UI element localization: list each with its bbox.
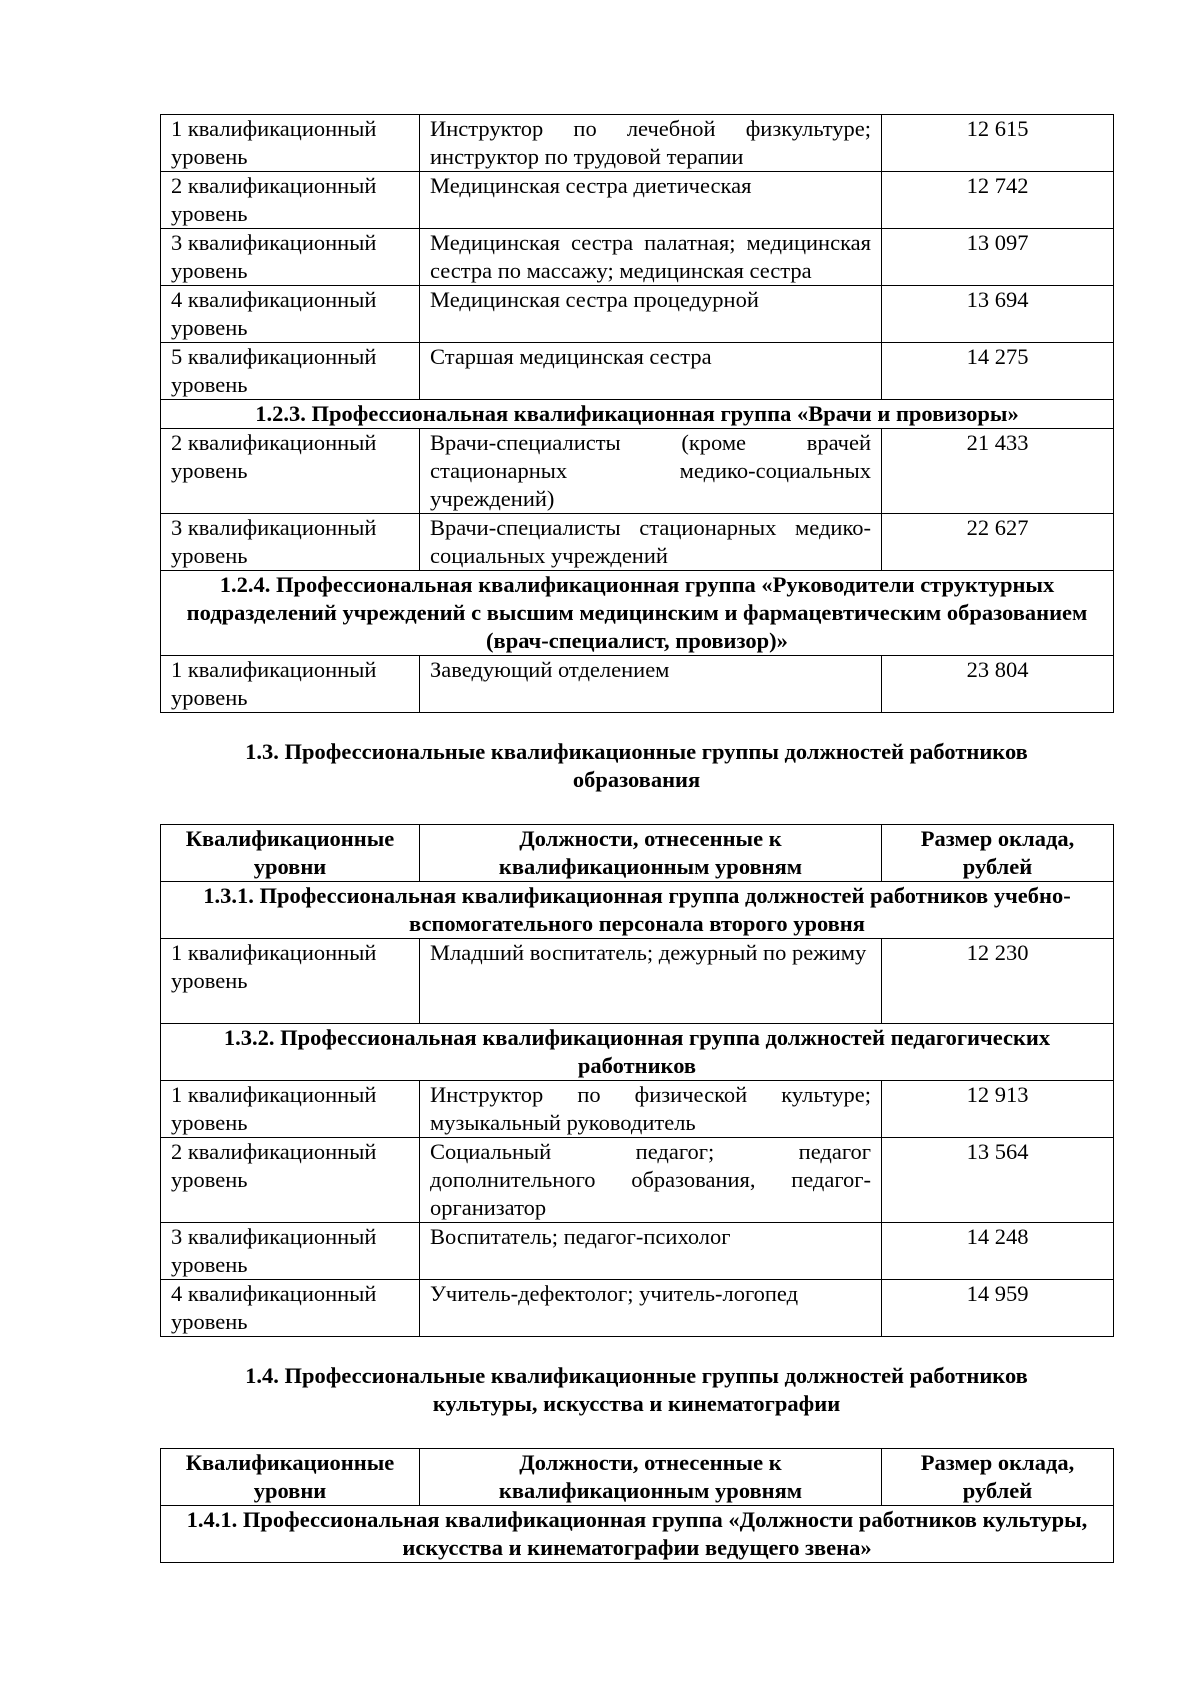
- column-header: Должности, отнесенные к квалификационным уровням: [420, 825, 882, 882]
- group-heading-row: [161, 882, 1114, 939]
- level-cell: 2 квалификационный уровень: [161, 1138, 420, 1223]
- column-header: Размер оклада, рублей: [882, 825, 1114, 882]
- positions-cell: Инструктор по физической культуре; музыкальный руководитель: [420, 1081, 882, 1138]
- column-header: Квалификационные уровни: [161, 1449, 420, 1506]
- salary-cell: 13 564: [882, 1138, 1114, 1223]
- positions-cell: Старшая медицинская сестра: [420, 343, 882, 400]
- table-row: [161, 656, 1114, 713]
- positions-cell: Медицинская сестра процедурной: [420, 286, 882, 343]
- salary-cell: 22 627: [882, 514, 1114, 571]
- positions-cell: Врачи-специалисты стационарных медико-социальных учреждений: [420, 514, 882, 571]
- level-cell: 1 квалификационный уровень: [161, 656, 420, 713]
- table-row: [161, 429, 1114, 514]
- positions-cell: Заведующий отделением: [420, 656, 882, 713]
- salary-cell: 12 230: [882, 939, 1114, 1024]
- table-row: [161, 939, 1114, 1024]
- group-heading-row: [161, 400, 1114, 429]
- column-header: Должности, отнесенные к квалификационным уровням: [420, 1449, 882, 1506]
- table-row: [161, 286, 1114, 343]
- column-header: Квалификационные уровни: [161, 825, 420, 882]
- section-title: 1.4. Профессиональные квалификационные группы должностей работников культуры, искусства и кинематографии: [245, 1363, 1028, 1416]
- table-header-row: [161, 825, 1114, 882]
- table-row: [161, 514, 1114, 571]
- document-page: [160, 114, 1113, 1563]
- positions-cell: Медицинская сестра палатная; медицинская сестра по массажу; медицинская сестра: [420, 229, 882, 286]
- salary-cell: 23 804: [882, 656, 1114, 713]
- level-cell: 3 квалификационный уровень: [161, 1223, 420, 1280]
- level-cell: 4 квалификационный уровень: [161, 1280, 420, 1337]
- group-heading-row: [161, 571, 1114, 656]
- salary-cell: 14 959: [882, 1280, 1114, 1337]
- level-cell: 3 квалификационный уровень: [161, 514, 420, 571]
- positions-cell: Инструктор по лечебной физкультуре; инструктор по трудовой терапии: [420, 115, 882, 172]
- table-header-row: [161, 1449, 1114, 1506]
- table-row: [161, 343, 1114, 400]
- table-row: [161, 229, 1114, 286]
- salary-cell: 12 913: [882, 1081, 1114, 1138]
- table-row: [161, 1081, 1114, 1138]
- salary-cell: 14 248: [882, 1223, 1114, 1280]
- positions-cell: Социальный педагог; педагог дополнительного образования, педагог-организатор: [420, 1138, 882, 1223]
- table-row: [161, 1223, 1114, 1280]
- salary-table-culture: [160, 1448, 1114, 1563]
- column-header: Размер оклада, рублей: [882, 1449, 1114, 1506]
- level-cell: 4 квалификационный уровень: [161, 286, 420, 343]
- positions-cell: Медицинская сестра диетическая: [420, 172, 882, 229]
- group-heading: 1.3.1. Профессиональная квалификационная группа должностей работников учебно-вспомогательного персонала второго уровня: [161, 882, 1114, 939]
- salary-cell: 12 615: [882, 115, 1114, 172]
- salary-table-medical: [160, 114, 1114, 713]
- level-cell: 5 квалификационный уровень: [161, 343, 420, 400]
- table-row: [161, 1280, 1114, 1337]
- level-cell: 3 квалификационный уровень: [161, 229, 420, 286]
- salary-cell: 14 275: [882, 343, 1114, 400]
- salary-cell: 13 694: [882, 286, 1114, 343]
- section-title: 1.3. Профессиональные квалификационные группы должностей работников образования: [245, 739, 1028, 792]
- salary-table-education: [160, 824, 1114, 1337]
- positions-cell: Младший воспитатель; дежурный по режиму: [420, 939, 882, 1024]
- salary-cell: 12 742: [882, 172, 1114, 229]
- table-row: [161, 1138, 1114, 1223]
- salary-cell: 21 433: [882, 429, 1114, 514]
- group-heading: 1.4.1. Профессиональная квалификационная группа «Должности работников культуры, искусства и кинематографии ведущего звена»: [161, 1506, 1114, 1563]
- group-heading: 1.3.2. Профессиональная квалификационная группа должностей педагогических работников: [161, 1024, 1114, 1081]
- salary-cell: 13 097: [882, 229, 1114, 286]
- group-heading-row: [161, 1506, 1114, 1563]
- positions-cell: Врачи-специалисты (кроме врачей стационарных медико-социальных учреждений): [420, 429, 882, 514]
- group-heading-row: [161, 1024, 1114, 1081]
- level-cell: 1 квалификационный уровень: [161, 1081, 420, 1138]
- level-cell: 2 квалификационный уровень: [161, 172, 420, 229]
- level-cell: 1 квалификационный уровень: [161, 115, 420, 172]
- group-heading: 1.2.3. Профессиональная квалификационная группа «Врачи и провизоры»: [161, 400, 1114, 429]
- level-cell: 2 квалификационный уровень: [161, 429, 420, 514]
- table-row: [161, 172, 1114, 229]
- level-cell: 1 квалификационный уровень: [161, 939, 420, 1024]
- group-heading: 1.2.4. Профессиональная квалификационная группа «Руководители структурных подразделений учреждений с высшим медицинским и фармацевтическим образованием (врач-специалист, провизор)»: [161, 571, 1114, 656]
- positions-cell: Учитель-дефектолог; учитель-логопед: [420, 1280, 882, 1337]
- positions-cell: Воспитатель; педагог-психолог: [420, 1223, 882, 1280]
- table-row: [161, 115, 1114, 172]
